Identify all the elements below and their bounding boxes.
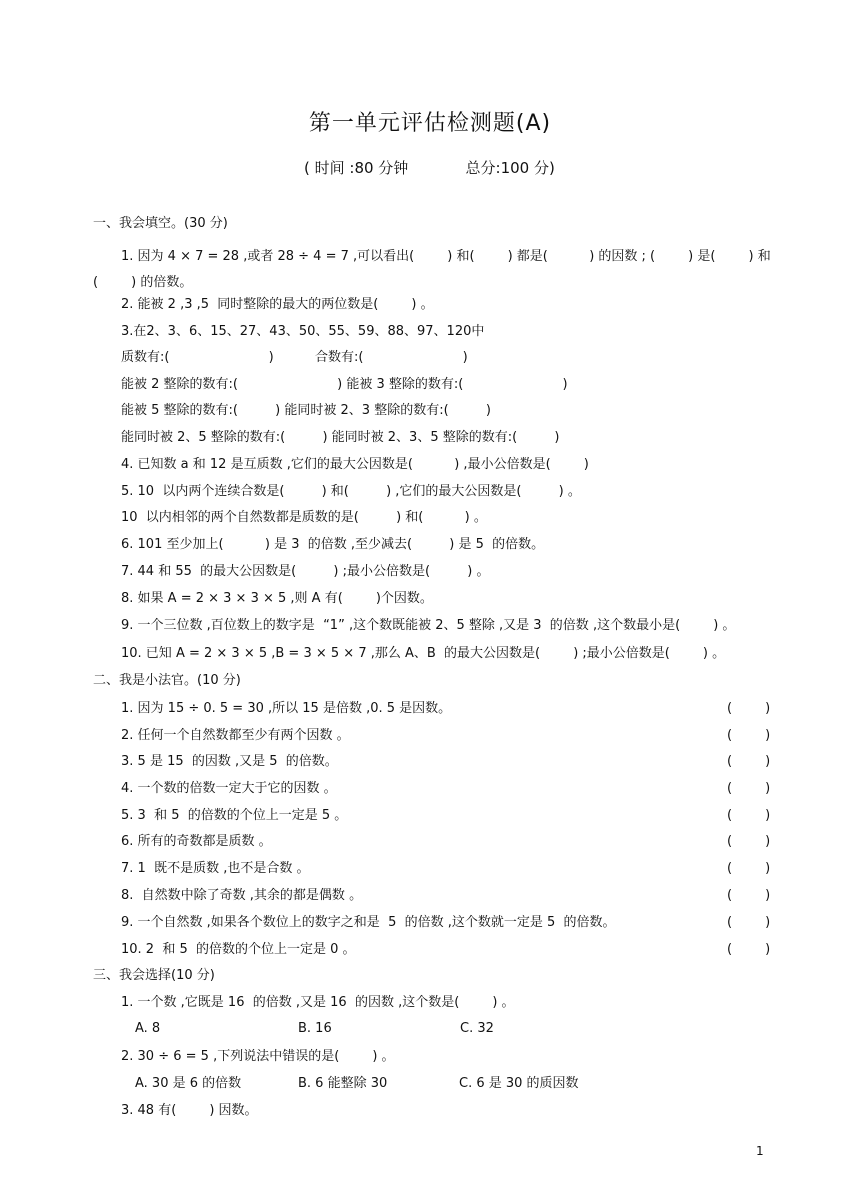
choice-question: 2. 30 ÷ 6 = 5 ,下列说法中错误的是( ) 。 [121, 1049, 395, 1064]
judgement-item: 10. 2 和 5 的倍数的个位上一定是 0 。 [121, 942, 356, 957]
option-b: B. 6 能整除 30 [298, 1076, 388, 1091]
option-c: C. 32 [460, 1021, 494, 1036]
choice-question: 1. 一个数 ,它既是 16 的倍数 ,又是 16 的因数 ,这个数是( ) 。 [121, 995, 515, 1010]
page-title: 第一单元评估检测题(A) [308, 111, 552, 136]
judgement-item: 5. 3 和 5 的倍数的个位上一定是 5 。 [121, 808, 348, 823]
question-line: 10. 已知 A = 2 × 3 × 5 ,B = 3 × 5 × 7 ,那么 A、B 的最大公因数是( ) ;最小公倍数是( ) 。 [121, 646, 726, 661]
answer-paren: ( ) [727, 861, 771, 876]
question-line: 2. 能被 2 ,3 ,5 同时整除的最大的两位数是( ) 。 [121, 297, 434, 312]
section-3-heading: 三、我会选择(10 分) [93, 968, 215, 983]
option-a: A. 30 是 6 的倍数 [135, 1076, 242, 1091]
answer-paren: ( ) [727, 701, 771, 716]
answer-paren: ( ) [727, 834, 771, 849]
answer-paren: ( ) [727, 808, 771, 823]
section-1-heading: 一、我会填空。(30 分) [93, 216, 228, 231]
question-line: 8. 如果 A = 2 × 3 × 3 × 5 ,则 A 有( )个因数。 [121, 591, 433, 606]
section-2-heading: 二、我是小法官。(10 分) [93, 673, 241, 688]
judgement-item: 1. 因为 15 ÷ 0. 5 = 30 ,所以 15 是倍数 ,0. 5 是因数。 [121, 701, 452, 716]
judgement-item: 3. 5 是 15 的因数 ,又是 5 的倍数。 [121, 754, 338, 769]
question-line: 5. 10 以内两个连续合数是( ) 和( ) ,它们的最大公因数是( ) 。 [121, 484, 581, 499]
page-number: 1 [756, 1144, 764, 1158]
question-line: 1. 因为 4 × 7 = 28 ,或者 28 ÷ 4 = 7 ,可以看出( ) 和( ) 都是( ) 的因数 ; ( ) 是( ) 和 [121, 249, 771, 264]
question-line: 4. 已知数 a 和 12 是互质数 ,它们的最大公因数是( ) ,最小公倍数是( ) [121, 457, 589, 472]
question-line: 6. 101 至少加上( ) 是 3 的倍数 ,至少减去( ) 是 5 的倍数。 [121, 537, 545, 552]
choice-question: 3. 48 有( ) 因数。 [121, 1103, 258, 1118]
judgement-item: 9. 一个自然数 ,如果各个数位上的数字之和是 5 的倍数 ,这个数就一定是 5 的倍数。 [121, 915, 616, 930]
question-line: 10 以内相邻的两个自然数都是质数的是( ) 和( ) 。 [121, 510, 487, 525]
question-line: ( ) 的倍数。 [93, 275, 193, 290]
question-line: 3.在2、3、6、15、27、43、50、55、59、88、97、120中 [121, 324, 485, 339]
answer-paren: ( ) [727, 915, 771, 930]
question-line: 能被 2 整除的数有:( ) 能被 3 整除的数有:( ) [121, 377, 568, 392]
answer-paren: ( ) [727, 728, 771, 743]
answer-paren: ( ) [727, 781, 771, 796]
answer-paren: ( ) [727, 888, 771, 903]
option-c: C. 6 是 30 的质因数 [459, 1076, 579, 1091]
exam-info: ( 时间 :80 分钟 总分:100 分) [304, 159, 555, 177]
judgement-item: 4. 一个数的倍数一定大于它的因数 。 [121, 781, 337, 796]
question-line: 能同时被 2、5 整除的数有:( ) 能同时被 2、3、5 整除的数有:( ) [121, 430, 560, 445]
judgement-item: 2. 任何一个自然数都至少有两个因数 。 [121, 728, 350, 743]
option-b: B. 16 [298, 1021, 332, 1036]
question-line: 7. 44 和 55 的最大公因数是( ) ;最小公倍数是( ) 。 [121, 564, 490, 579]
question-line: 9. 一个三位数 ,百位数上的数字是 “1” ,这个数既能被 2、5 整除 ,又是 3 的倍数 ,这个数最小是( ) 。 [121, 618, 736, 633]
question-line: 能被 5 整除的数有:( ) 能同时被 2、3 整除的数有:( ) [121, 403, 491, 418]
answer-paren: ( ) [727, 942, 771, 957]
judgement-item: 7. 1 既不是质数 ,也不是合数 。 [121, 861, 310, 876]
judgement-item: 8. 自然数中除了奇数 ,其余的都是偶数 。 [121, 888, 363, 903]
question-line: 质数有:( ) 合数有:( ) [121, 350, 468, 365]
judgement-item: 6. 所有的奇数都是质数 。 [121, 834, 272, 849]
option-a: A. 8 [135, 1021, 161, 1036]
answer-paren: ( ) [727, 754, 771, 769]
